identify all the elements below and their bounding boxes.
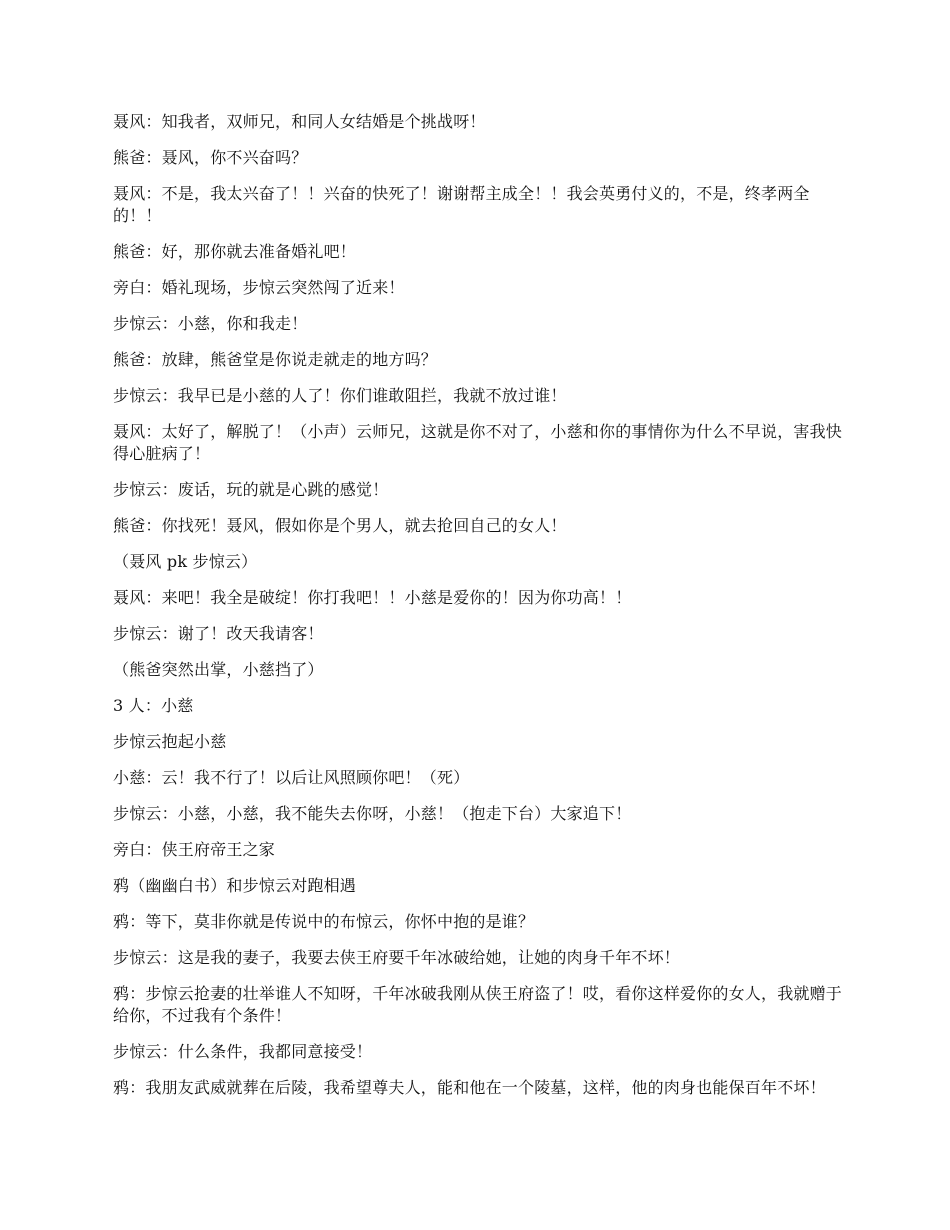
script-line: 聂风：太好了，解脱了！（小声）云师兄，这就是你不对了，小慈和你的事情你为什么不早说，害我快得心脏病了！ <box>113 422 843 463</box>
stage-direction: 鸦（幽幽白书）和步惊云对跑相遇 <box>113 876 357 895</box>
script-line: 步惊云：我早已是小慈的人了！你们谁敢阻拦，我就不放过谁！ <box>113 386 567 405</box>
script-line: 聂风：不是，我太兴奋了！！兴奋的快死了！谢谢帮主成全！！我会英勇付义的，不是，终孝两全的！！ <box>113 184 810 225</box>
script-line: 熊爸：你找死！聂风，假如你是个男人，就去抢回自己的女人！ <box>113 516 567 535</box>
script-line: 步惊云：什么条件，我都同意接受！ <box>113 1042 373 1061</box>
script-line: 小慈：云！我不行了！以后让风照顾你吧！（死） <box>113 768 470 787</box>
script-line: 聂风：知我者，双师兄，和同人女结婚是个挑战呀！ <box>113 112 486 131</box>
script-line: 鸦：我朋友武威就葬在后陵，我希望尊夫人，能和他在一个陵墓，这样，他的肉身也能保百年不坏！ <box>113 1078 826 1097</box>
script-line: 步惊云：这是我的妻子，我要去侠王府要千年冰破给她，让她的肉身千年不坏！ <box>113 948 681 967</box>
script-line: 步惊云：谢了！改天我请客！ <box>113 624 324 643</box>
stage-direction: （熊爸突然出掌，小慈挡了） <box>113 660 324 679</box>
script-line: 步惊云：小慈，小慈，我不能失去你呀，小慈！（抱走下台）大家追下！ <box>113 804 632 823</box>
document-body <box>113 111 843 1113</box>
stage-direction: 步惊云抱起小慈 <box>113 732 227 751</box>
script-line: 步惊云：废话，玩的就是心跳的感觉！ <box>113 480 389 499</box>
script-line: 3 人：小慈 <box>113 696 194 715</box>
script-line: 熊爸：放肆，熊爸堂是你说走就走的地方吗？ <box>113 350 438 369</box>
script-line: 旁白：侠王府帝王之家 <box>113 840 276 859</box>
script-line: 鸦：等下，莫非你就是传说中的布惊云，你怀中抱的是谁？ <box>113 912 535 931</box>
script-line: 聂风：来吧！我全是破绽！你打我吧！！小慈是爱你的！因为你功高！！ <box>113 588 632 607</box>
script-line: 步惊云：小慈，你和我走！ <box>113 314 308 333</box>
script-line: 旁白：婚礼现场，步惊云突然闯了近来！ <box>113 278 405 297</box>
stage-direction: （聂风 pk 步惊云） <box>113 552 258 571</box>
script-line: 熊爸：聂风，你不兴奋吗？ <box>113 148 308 167</box>
script-line: 鸦：步惊云抢妻的壮举谁人不知呀，千年冰破我刚从侠王府盗了！哎，看你这样爱你的女人，我就赠于给你，不过我有个条件！ <box>113 984 843 1025</box>
script-line: 熊爸：好，那你就去准备婚礼吧！ <box>113 242 357 261</box>
